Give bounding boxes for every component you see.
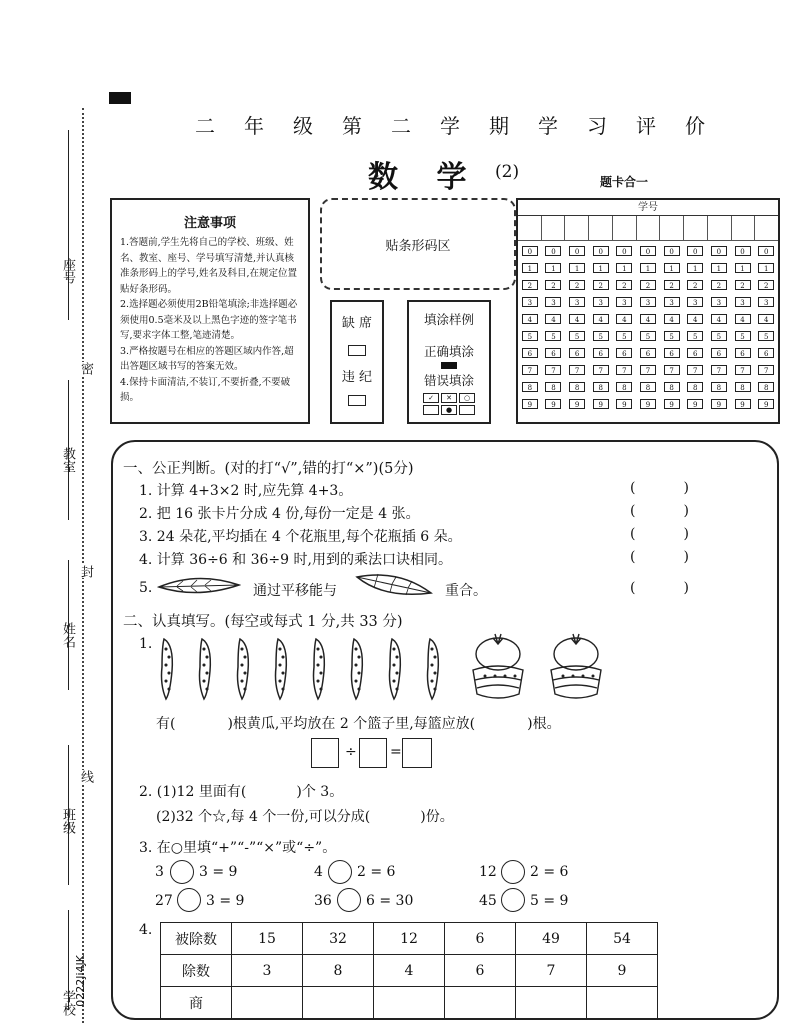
cucumber-dot xyxy=(165,664,167,666)
id-bubble[interactable]: 7 xyxy=(640,365,656,375)
section2-heading: 二、认真填写。(每空或每式 1 分,共 33 分) xyxy=(123,614,403,630)
id-bubble[interactable]: 0 xyxy=(545,246,561,256)
judge-item-5-end: 重合。 xyxy=(445,583,487,599)
alignment-mark xyxy=(109,92,131,104)
id-bubble[interactable]: 6 xyxy=(569,348,585,358)
id-bubble[interactable]: 9 xyxy=(545,399,561,409)
discipline-label: 违 纪 xyxy=(341,370,373,385)
id-bubble[interactable]: 1 xyxy=(758,263,774,273)
sample-title: 填涂样例 xyxy=(423,312,474,327)
id-bubble[interactable]: 0 xyxy=(616,246,632,256)
subject-title: 数 学 xyxy=(368,160,481,195)
divisor-cell: 9 xyxy=(587,955,658,987)
id-bubble[interactable]: 4 xyxy=(735,314,751,324)
id-bubble[interactable]: 5 xyxy=(522,331,538,341)
id-bubble[interactable]: 9 xyxy=(593,399,609,409)
cucumber-dot xyxy=(320,672,322,674)
id-bubble[interactable]: 3 xyxy=(758,297,774,307)
cucumber-dot xyxy=(358,688,360,690)
dividend-cell: 12 xyxy=(374,923,445,955)
id-bubble[interactable]: 3 xyxy=(711,297,727,307)
cucumber-dot xyxy=(206,672,208,674)
cucumber-dot xyxy=(431,648,433,650)
id-bubble[interactable]: 7 xyxy=(758,365,774,375)
cucumber-dot xyxy=(393,664,395,666)
cucumber-dot xyxy=(282,672,284,674)
q3-right-2: 2 = 6 xyxy=(357,864,396,880)
id-bubble[interactable]: 1 xyxy=(640,263,656,273)
id-bubble[interactable]: 6 xyxy=(735,348,751,358)
wrong-fill-marks-2: ● xyxy=(409,405,489,415)
id-bubble[interactable]: 1 xyxy=(735,263,751,273)
notice-item: 3.严格按题号在相应的答题区域内作答,超出答题区域书写的答案无效。 xyxy=(120,345,294,372)
discipline-checkbox[interactable] xyxy=(348,395,366,406)
id-bubble[interactable]: 8 xyxy=(593,382,609,392)
divisor-cell: 4 xyxy=(374,955,445,987)
id-bubble[interactable]: 2 xyxy=(758,280,774,290)
cucumber-dot xyxy=(203,648,205,650)
school-label: 学校 xyxy=(60,990,75,1016)
cucumber-dot xyxy=(355,664,357,666)
q3-right-1: 3 = 9 xyxy=(199,864,238,880)
id-bubble[interactable]: 8 xyxy=(758,382,774,392)
cucumber-dot xyxy=(317,664,319,666)
id-bubble[interactable]: 3 xyxy=(569,297,585,307)
row-label-dividend: 被除数 xyxy=(161,923,232,955)
id-bubble[interactable]: 4 xyxy=(687,314,703,324)
q2-part2: (2)32 个☆,每 4 个一份,可以分成( )份。 xyxy=(156,809,454,825)
cucumber-dot xyxy=(206,688,208,690)
id-bubble[interactable]: 7 xyxy=(569,365,585,375)
q3-circle-4[interactable] xyxy=(177,888,201,912)
id-bubble[interactable]: 8 xyxy=(545,382,561,392)
card-note: 题卡合一 xyxy=(600,175,649,189)
leaf-rotated-icon xyxy=(354,571,434,599)
id-bubble[interactable]: 6 xyxy=(711,348,727,358)
id-bubble[interactable]: 3 xyxy=(522,297,538,307)
absent-checkbox[interactable] xyxy=(348,345,366,356)
q3-left-6: 45 xyxy=(479,893,497,909)
id-bubble[interactable]: 1 xyxy=(616,263,632,273)
id-bubble[interactable]: 6 xyxy=(640,348,656,358)
id-bubble[interactable]: 1 xyxy=(522,263,538,273)
id-bubble[interactable]: 2 xyxy=(569,280,585,290)
id-bubble[interactable]: 6 xyxy=(593,348,609,358)
id-bubble[interactable]: 6 xyxy=(664,348,680,358)
q3-circle-6[interactable] xyxy=(501,888,525,912)
id-bubble[interactable]: 5 xyxy=(640,331,656,341)
id-bubble[interactable]: 1 xyxy=(545,263,561,273)
id-bubble[interactable]: 7 xyxy=(593,365,609,375)
id-bubble[interactable]: 3 xyxy=(735,297,751,307)
divisor-cell: 8 xyxy=(303,955,374,987)
id-bubble[interactable]: 4 xyxy=(711,314,727,324)
answer-paren-3[interactable]: ( ) xyxy=(630,526,689,542)
paper-code: 0222Ji4JK xyxy=(74,955,87,1007)
correct-fill-mark xyxy=(441,362,457,369)
cucumber-dot xyxy=(355,648,357,650)
id-bubble[interactable]: 8 xyxy=(711,382,727,392)
cucumber-dot xyxy=(244,672,246,674)
id-bubble[interactable]: 1 xyxy=(664,263,680,273)
id-bubble[interactable]: 8 xyxy=(735,382,751,392)
id-bubble[interactable]: 9 xyxy=(569,399,585,409)
cucumber-dot xyxy=(165,648,167,650)
section1-heading: 一、公正判断。(对的打“√”,错的打“×”)(5分) xyxy=(123,461,414,477)
leaf-icon xyxy=(157,575,241,597)
id-bubble[interactable]: 4 xyxy=(758,314,774,324)
seat-label: 座号 xyxy=(60,258,75,284)
id-bubble[interactable]: 4 xyxy=(545,314,561,324)
q1-box-dividend[interactable] xyxy=(311,738,339,768)
id-bubble[interactable]: 5 xyxy=(664,331,680,341)
id-bubble[interactable]: 3 xyxy=(545,297,561,307)
id-bubble[interactable]: 3 xyxy=(593,297,609,307)
cucumber-dot xyxy=(279,664,281,666)
id-bubble[interactable]: 5 xyxy=(687,331,703,341)
quotient-cell[interactable] xyxy=(445,987,516,1019)
id-bubble[interactable]: 0 xyxy=(664,246,680,256)
cucumber-dot xyxy=(244,656,246,658)
barcode-area: 贴条形码区 xyxy=(320,198,516,290)
id-bubble[interactable]: 7 xyxy=(616,365,632,375)
notice-item: 1.答题前,学生先将自己的学校、班级、姓名、教室、座号、学号填写清楚,并认真核准条形码上的学号,姓名及科目,在规定位置贴好条形码。 xyxy=(120,237,298,295)
id-bubble[interactable]: 2 xyxy=(593,280,609,290)
dense-label: 密 xyxy=(78,362,93,375)
equals-sign: = xyxy=(390,744,402,760)
cucumber-dot xyxy=(206,656,208,658)
cucumber-dot xyxy=(241,680,243,682)
q3-circle-5[interactable] xyxy=(337,888,361,912)
id-bubble[interactable]: 9 xyxy=(616,399,632,409)
cucumber-dot xyxy=(168,688,170,690)
dividend-cell: 54 xyxy=(587,923,658,955)
id-bubble[interactable]: 0 xyxy=(735,246,751,256)
cucumber-dot xyxy=(203,680,205,682)
cucumber-dot xyxy=(431,680,433,682)
q3-circle-1[interactable] xyxy=(170,860,194,884)
division-table xyxy=(160,922,658,1019)
answer-paren-4[interactable]: ( ) xyxy=(630,549,689,565)
id-bubble[interactable]: 0 xyxy=(711,246,727,256)
id-bubble[interactable]: 0 xyxy=(569,246,585,256)
row-label-divisor: 除数 xyxy=(161,955,232,987)
dividend-cell: 32 xyxy=(303,923,374,955)
id-bubble[interactable]: 3 xyxy=(664,297,680,307)
cucumber-dot xyxy=(431,664,433,666)
id-bubble[interactable]: 5 xyxy=(569,331,585,341)
correct-fill-label: 正确填涂 xyxy=(423,344,474,359)
id-bubble[interactable]: 6 xyxy=(687,348,703,358)
line-label: 线 xyxy=(78,770,93,783)
id-bubble[interactable]: 8 xyxy=(522,382,538,392)
q2-part1: 2. (1)12 里面有( )个 3。 xyxy=(139,784,344,800)
id-bubble[interactable]: 7 xyxy=(522,365,538,375)
student-id-grid xyxy=(516,198,780,424)
id-bubble[interactable]: 7 xyxy=(735,365,751,375)
cucumber-dot xyxy=(203,664,205,666)
id-bubble[interactable]: 9 xyxy=(664,399,680,409)
quotient-cell[interactable] xyxy=(303,987,374,1019)
wrong-fill-label: 错误填涂 xyxy=(423,373,474,388)
q3-right-6: 5 = 9 xyxy=(530,893,569,909)
cucumber-dot xyxy=(358,672,360,674)
id-bubble[interactable]: 9 xyxy=(640,399,656,409)
row-label-quotient: 商 xyxy=(161,987,232,1019)
paper-number: (2) xyxy=(495,162,520,182)
id-bubble[interactable]: 5 xyxy=(711,331,727,341)
id-bubble[interactable]: 5 xyxy=(616,331,632,341)
cucumber-dot xyxy=(396,656,398,658)
name-label: 姓名 xyxy=(60,622,75,648)
q4-number: 4. xyxy=(139,922,153,938)
id-bubble[interactable]: 5 xyxy=(593,331,609,341)
id-bubble[interactable]: 5 xyxy=(735,331,751,341)
q1-box-divisor[interactable] xyxy=(359,738,387,768)
judge-item-5-mid: 通过平移能与 xyxy=(253,583,337,599)
q3-right-5: 6 = 30 xyxy=(366,893,414,909)
cucumber-dot xyxy=(358,656,360,658)
q3-left-3: 12 xyxy=(479,864,497,880)
id-bubble[interactable]: 4 xyxy=(569,314,585,324)
id-bubble[interactable]: 9 xyxy=(522,399,538,409)
cucumber-dot xyxy=(165,680,167,682)
student-id-write-row xyxy=(518,216,778,241)
exam-title: 二 年 级 第 二 学 期 学 习 评 价 xyxy=(195,114,705,138)
id-bubble[interactable]: 2 xyxy=(640,280,656,290)
table-row xyxy=(161,987,658,1019)
id-bubble[interactable]: 1 xyxy=(569,263,585,273)
id-bubble[interactable]: 1 xyxy=(687,263,703,273)
q3-left-1: 3 xyxy=(155,864,164,880)
id-bubble[interactable]: 2 xyxy=(616,280,632,290)
id-bubble[interactable]: 9 xyxy=(687,399,703,409)
quotient-cell[interactable] xyxy=(374,987,445,1019)
cucumber-dot xyxy=(168,672,170,674)
cucumber-dot xyxy=(434,688,436,690)
cucumber-dot xyxy=(282,656,284,658)
dividend-cell: 6 xyxy=(445,923,516,955)
id-bubble[interactable]: 0 xyxy=(522,246,538,256)
id-bubble[interactable]: 2 xyxy=(687,280,703,290)
id-bubble[interactable]: 3 xyxy=(616,297,632,307)
id-bubble[interactable]: 4 xyxy=(593,314,609,324)
id-bubble[interactable]: 2 xyxy=(545,280,561,290)
seal-label: 封 xyxy=(78,565,93,578)
id-bubble[interactable]: 3 xyxy=(640,297,656,307)
q3-left-2: 4 xyxy=(314,864,323,880)
cucumber-dot xyxy=(320,656,322,658)
id-bubble[interactable]: 8 xyxy=(640,382,656,392)
id-bubble[interactable]: 9 xyxy=(758,399,774,409)
cucumbers-illustration xyxy=(156,635,446,705)
q3-right-4: 3 = 9 xyxy=(206,893,245,909)
id-bubble[interactable]: 6 xyxy=(758,348,774,358)
judge-item-3: 3. 24 朵花,平均插在 4 个花瓶里,每个花瓶插 6 朵。 xyxy=(139,529,462,545)
cucumber-dot xyxy=(244,688,246,690)
q1-box-quotient[interactable] xyxy=(402,738,432,768)
seat-line xyxy=(68,130,69,320)
id-bubble[interactable]: 4 xyxy=(522,314,538,324)
cucumber-dot xyxy=(317,648,319,650)
id-bubble[interactable]: 0 xyxy=(640,246,656,256)
answer-paren-2[interactable]: ( ) xyxy=(630,503,689,519)
divisor-cell: 3 xyxy=(232,955,303,987)
cucumber-dot xyxy=(434,656,436,658)
cucumber-dot xyxy=(168,656,170,658)
q3-right-3: 2 = 6 xyxy=(530,864,569,880)
answer-paren-1[interactable]: ( ) xyxy=(630,480,689,496)
absent-box xyxy=(330,300,384,424)
cucumber-dot xyxy=(279,648,281,650)
cucumber-dot xyxy=(317,680,319,682)
quotient-cell[interactable] xyxy=(587,987,658,1019)
id-bubble[interactable]: 0 xyxy=(758,246,774,256)
id-bubble[interactable]: 8 xyxy=(616,382,632,392)
id-bubble[interactable]: 1 xyxy=(593,263,609,273)
cucumber-dot xyxy=(241,664,243,666)
notice-title: 注意事项 xyxy=(183,216,236,231)
notice-box xyxy=(110,198,310,424)
id-bubble[interactable]: 5 xyxy=(758,331,774,341)
id-bubble[interactable]: 3 xyxy=(687,297,703,307)
dividend-cell: 15 xyxy=(232,923,303,955)
baskets-illustration xyxy=(465,632,615,704)
cucumber-dot xyxy=(320,688,322,690)
q1-text: 有( )根黄瓜,平均放在 2 个篮子里,每篮应放( )根。 xyxy=(156,716,561,732)
judge-item-4: 4. 计算 36÷6 和 36÷9 时,用到的乘法口诀相同。 xyxy=(139,552,452,568)
id-bubble[interactable]: 2 xyxy=(664,280,680,290)
id-bubble[interactable]: 0 xyxy=(593,246,609,256)
q3-heading: 3. 在○里填“+”“-”“×”或“÷”。 xyxy=(139,840,337,856)
classroom-label: 教室 xyxy=(60,447,75,473)
notice-item: 4.保持卡面清洁,不装订,不要折叠,不要破损。 xyxy=(120,376,291,403)
answer-paren-5[interactable]: ( ) xyxy=(630,580,689,596)
id-bubble[interactable]: 7 xyxy=(711,365,727,375)
cucumber-dot xyxy=(355,680,357,682)
judge-item-2: 2. 把 16 张卡片分成 4 份,每份一定是 4 张。 xyxy=(139,506,420,522)
q3-circle-3[interactable] xyxy=(501,860,525,884)
id-bubble[interactable]: 6 xyxy=(545,348,561,358)
cucumber-dot xyxy=(434,672,436,674)
q1-number: 1. xyxy=(139,636,153,652)
divisor-cell: 6 xyxy=(445,955,516,987)
id-bubble[interactable]: 2 xyxy=(735,280,751,290)
id-bubble[interactable]: 8 xyxy=(687,382,703,392)
absent-label: 缺 席 xyxy=(341,316,373,331)
id-bubble[interactable]: 6 xyxy=(616,348,632,358)
division-sign: ÷ xyxy=(345,744,357,760)
id-bubble[interactable]: 8 xyxy=(569,382,585,392)
id-bubble[interactable]: 1 xyxy=(711,263,727,273)
cucumber-dot xyxy=(282,688,284,690)
id-bubble[interactable]: 9 xyxy=(735,399,751,409)
fill-sample-box xyxy=(407,300,491,424)
id-bubble[interactable]: 4 xyxy=(616,314,632,324)
id-bubble[interactable]: 4 xyxy=(664,314,680,324)
table-row xyxy=(161,923,658,955)
wrong-fill-marks: ✓ ✕ ○ xyxy=(409,393,489,403)
q3-left-4: 27 xyxy=(155,893,173,909)
cucumber-dot xyxy=(279,680,281,682)
id-bubble[interactable]: 9 xyxy=(711,399,727,409)
id-bubble[interactable]: 7 xyxy=(664,365,680,375)
q3-circle-2[interactable] xyxy=(328,860,352,884)
id-bubble[interactable]: 7 xyxy=(545,365,561,375)
id-bubble[interactable]: 2 xyxy=(711,280,727,290)
judge-item-5-number: 5. xyxy=(139,580,153,596)
quotient-cell[interactable] xyxy=(232,987,303,1019)
id-bubble[interactable]: 8 xyxy=(664,382,680,392)
cucumber-dot xyxy=(393,648,395,650)
divisor-cell: 7 xyxy=(516,955,587,987)
notice-item: 2.选择题必须使用2B铅笔填涂;非选择题必须使用0.5毫米及以上黑色字迹的签字笔书写,要求字体工整,笔迹清楚。 xyxy=(120,299,298,341)
id-bubble[interactable]: 2 xyxy=(522,280,538,290)
judge-item-1: 1. 计算 4+3×2 时,应先算 4+3。 xyxy=(139,483,353,499)
id-bubble[interactable]: 5 xyxy=(545,331,561,341)
class-label: 班级 xyxy=(60,808,75,834)
dividend-cell: 49 xyxy=(516,923,587,955)
q3-left-5: 36 xyxy=(314,893,332,909)
cucumber-dot xyxy=(241,648,243,650)
id-bubble[interactable]: 4 xyxy=(640,314,656,324)
table-row xyxy=(161,955,658,987)
cucumber-dot xyxy=(393,680,395,682)
id-bubble[interactable]: 7 xyxy=(687,365,703,375)
student-id-header: 学号 xyxy=(518,200,778,216)
cucumber-dot xyxy=(396,688,398,690)
cucumber-dot xyxy=(396,672,398,674)
id-bubble[interactable]: 6 xyxy=(522,348,538,358)
quotient-cell[interactable] xyxy=(516,987,587,1019)
id-bubble[interactable]: 0 xyxy=(687,246,703,256)
